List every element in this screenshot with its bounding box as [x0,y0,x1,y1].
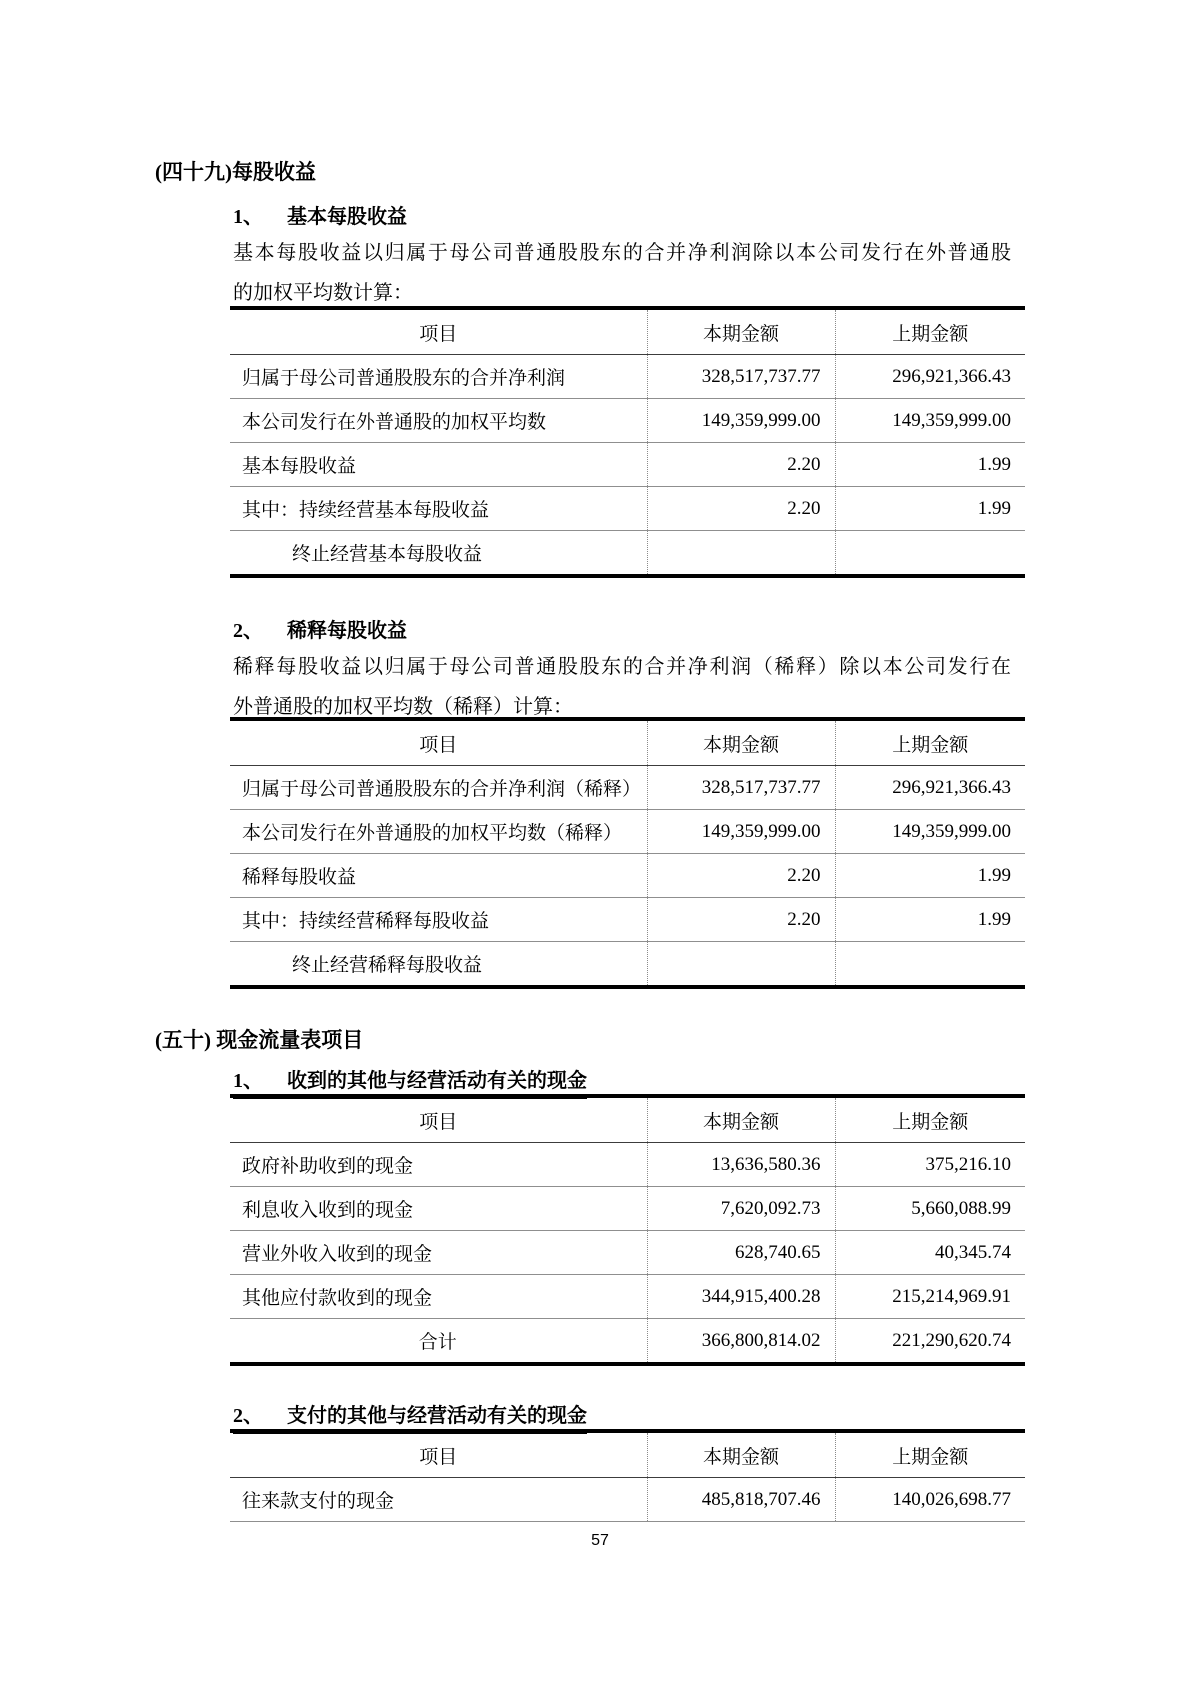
table-row [230,810,1025,854]
prior-amount-cell [835,942,1025,988]
table-row [230,1275,1025,1319]
table-row [230,1231,1025,1275]
table-row [230,531,1025,577]
table-row [230,854,1025,898]
heading-text: 收到的其他与经营活动有关的现金 [287,1070,587,1092]
heading-text: 基本每股收益 [287,206,407,228]
item-label-cell: 其中：持续经营稀释每股收益 [230,898,647,942]
prior-amount-cell: 40,345.74 [835,1231,1025,1275]
prior-amount-cell: 1.99 [835,898,1025,942]
item-label-cell: 利息收入收到的现金 [230,1187,647,1231]
current-amount-cell: 149,359,999.00 [647,810,835,854]
prior-amount-cell: 5,660,088.99 [835,1187,1025,1231]
section-49-title: (四十九)每股收益 [155,160,316,184]
column-header: 本期金额 [647,1096,835,1143]
other-cash-received-table [230,1094,1025,1366]
item-label-cell: 终止经营稀释每股收益 [230,942,647,988]
table-row [230,399,1025,443]
column-header: 上期金额 [835,1431,1025,1478]
item-label-cell: 营业外收入收到的现金 [230,1231,647,1275]
item-label-cell: 稀释每股收益 [230,854,647,898]
prior-amount-cell: 1.99 [835,487,1025,531]
item-label-cell: 本公司发行在外普通股的加权平均数 [230,399,647,443]
table-header-row [230,1431,1025,1478]
column-header: 上期金额 [835,308,1025,355]
current-amount-cell [647,531,835,577]
column-header: 本期金额 [647,719,835,766]
diluted-eps-table [230,717,1025,989]
prior-amount-cell: 1.99 [835,854,1025,898]
current-amount-cell [647,942,835,988]
current-amount-cell: 2.20 [647,443,835,487]
current-amount-cell: 366,800,814.02 [647,1319,835,1365]
table-row [230,355,1025,399]
prior-amount-cell: 149,359,999.00 [835,399,1025,443]
paragraph-line: 稀释每股收益以归属于母公司普通股股东的合并净利润（稀释）除以本公司发行在 [233,656,1011,678]
heading-basic-eps [233,200,407,229]
prior-amount-cell: 375,216.10 [835,1143,1025,1187]
current-amount-cell: 2.20 [647,854,835,898]
current-amount-cell: 344,915,400.28 [647,1275,835,1319]
heading-text: 支付的其他与经营活动有关的现金 [287,1405,587,1427]
column-header: 项目 [230,1096,647,1143]
table-row [230,766,1025,810]
current-amount-cell: 628,740.65 [647,1231,835,1275]
table-row [230,1478,1025,1522]
item-label-cell: 归属于母公司普通股股东的合并净利润 [230,355,647,399]
current-amount-cell: 328,517,737.77 [647,766,835,810]
heading-diluted-eps [233,614,407,643]
heading-number: 1、 [233,206,263,228]
current-amount-cell: 2.20 [647,487,835,531]
current-amount-cell: 485,818,707.46 [647,1478,835,1522]
current-amount-cell: 7,620,092.73 [647,1187,835,1231]
table-header-row [230,719,1025,766]
heading-number: 1、 [233,1070,263,1092]
item-label-cell: 本公司发行在外普通股的加权平均数（稀释） [230,810,647,854]
item-label-cell: 政府补助收到的现金 [230,1143,647,1187]
table-row [230,1187,1025,1231]
item-label-cell: 终止经营基本每股收益 [230,531,647,577]
table-header-row [230,308,1025,355]
paragraph-line: 基本每股收益以归属于母公司普通股股东的合并净利润除以本公司发行在外普通股 [233,242,1011,264]
table-row [230,898,1025,942]
table-row [230,487,1025,531]
heading-number: 2、 [233,620,263,642]
item-label-cell: 基本每股收益 [230,443,647,487]
basic-eps-table [230,306,1025,578]
item-label-cell: 其中：持续经营基本每股收益 [230,487,647,531]
column-header: 项目 [230,719,647,766]
prior-amount-cell [835,531,1025,577]
table-row [230,443,1025,487]
prior-amount-cell: 296,921,366.43 [835,355,1025,399]
item-label-cell: 合计 [230,1319,647,1365]
table-row [230,1143,1025,1187]
basic-eps-paragraph [233,233,1011,313]
section-50-title: (五十) 现金流量表项目 [155,1028,364,1052]
column-header: 上期金额 [835,1096,1025,1143]
column-header: 上期金额 [835,719,1025,766]
column-header: 项目 [230,1431,647,1478]
prior-amount-cell: 1.99 [835,443,1025,487]
column-header: 本期金额 [647,1431,835,1478]
prior-amount-cell: 149,359,999.00 [835,810,1025,854]
heading-number: 2、 [233,1405,263,1427]
item-label-cell: 归属于母公司普通股股东的合并净利润（稀释） [230,766,647,810]
current-amount-cell: 2.20 [647,898,835,942]
prior-amount-cell: 221,290,620.74 [835,1319,1025,1365]
table-row [230,942,1025,988]
other-cash-paid-table [230,1429,1025,1522]
item-label-cell: 往来款支付的现金 [230,1478,647,1522]
paragraph-line: 的加权平均数计算： [233,282,413,304]
current-amount-cell: 328,517,737.77 [647,355,835,399]
diluted-eps-paragraph [233,647,1011,727]
prior-amount-cell: 215,214,969.91 [835,1275,1025,1319]
table-row [230,1319,1025,1365]
prior-amount-cell: 296,921,366.43 [835,766,1025,810]
column-header: 本期金额 [647,308,835,355]
prior-amount-cell: 140,026,698.77 [835,1478,1025,1522]
heading-text: 稀释每股收益 [287,620,407,642]
current-amount-cell: 149,359,999.00 [647,399,835,443]
paragraph-line: 外普通股的加权平均数（稀释）计算： [233,696,573,718]
column-header: 项目 [230,308,647,355]
current-amount-cell: 13,636,580.36 [647,1143,835,1187]
table-header-row [230,1096,1025,1143]
page-number: 57 [591,1532,609,1549]
item-label-cell: 其他应付款收到的现金 [230,1275,647,1319]
